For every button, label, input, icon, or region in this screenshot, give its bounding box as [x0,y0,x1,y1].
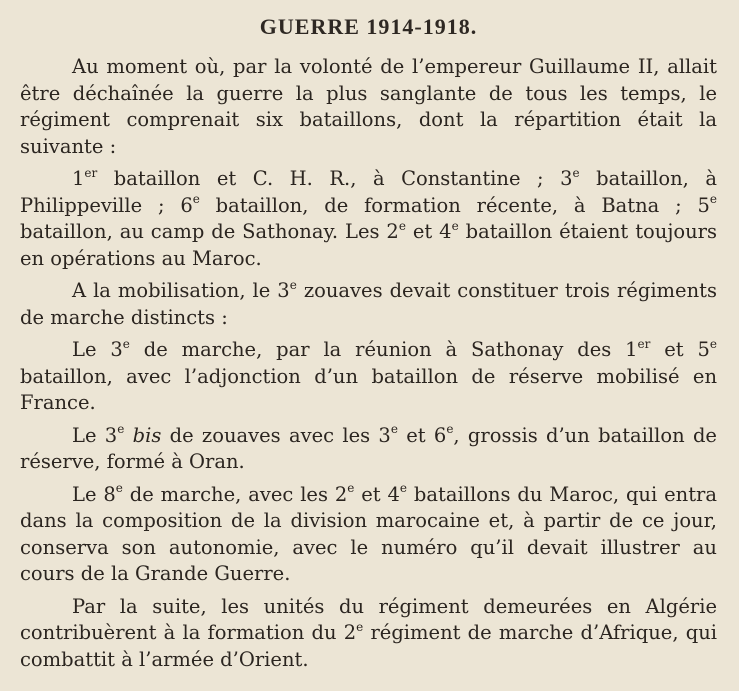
text-run: Le 8 [72,482,116,506]
text-run: bataillon, de formation récente, à Batna ; 5 [199,193,710,217]
ordinal-superscript: e [398,218,406,233]
text-run: zouaves devait constituer trois régiments de marche distincts : [20,279,717,329]
paragraph [20,278,717,331]
ordinal-superscript: e [451,218,459,233]
ordinal-superscript: e [356,619,364,634]
ordinal-superscript: e [192,192,200,206]
text-run: Au moment où, par la volonté de l’empereur Guillaume II, allait être déchaînée la guerre la plus sanglante de tous les temps, le régiment comprenait six bataillons, dont la répartition était la suivante : [20,55,717,158]
paragraph [20,423,717,476]
text-run: de zouaves avec les 3 [161,423,391,447]
ordinal-superscript: e [390,422,398,436]
text-run: et 5 [650,338,710,361]
italic-text: bis [132,423,162,447]
paragraph [20,594,717,674]
text-run: A la mobilisation, le 3 [72,279,290,302]
text-run: bataillon et C. H. R., à Constantine ; 3 [97,167,573,190]
text-run: bataillon, à Philippeville ; 6 [20,167,718,217]
paragraph [20,482,717,588]
text-run: de marche, par la réunion à Sathonay des 1 [129,338,638,361]
paragraph [20,54,717,160]
ordinal-superscript: e [122,336,130,351]
ordinal-superscript: er [84,165,98,180]
paragraph [20,337,717,417]
text-run: Le 3 [72,338,123,361]
section-title: GUERRE 1914-1918. [259,14,478,39]
text-run [124,424,132,447]
text-run: 1 [72,167,85,190]
ordinal-superscript: e [117,422,125,436]
ordinal-superscript: er [637,336,651,351]
ordinal-superscript: e [709,192,717,206]
paragraph [20,166,717,272]
ordinal-superscript: e [347,481,355,495]
text-run: et 4 [405,220,452,243]
text-run: , grossis d’un bataillon de réserve, formé à Oran. [20,423,717,473]
ordinal-superscript: e [289,277,297,292]
ordinal-superscript: e [709,336,717,351]
text-run: et 4 [354,482,400,506]
ordinal-superscript: e [399,481,408,495]
text-run: bataillon étaient toujours en opérations au Maroc. [20,220,717,270]
text-run: de marche, avec les 2 [122,482,348,506]
text-run: et 6 [397,423,447,447]
text-run: bataillon, au camp de Sathonay. Les 2 [20,220,399,243]
text-run: Par la suite, les unités du régiment demeurées en Algérie contribuèrent à la formation du 2 [20,594,717,644]
text-run: Le 3 [72,423,118,447]
text-run: régiment de marche d’Afrique, qui combattit à l’armée d’Orient. [20,621,717,671]
body-text [20,54,717,673]
ordinal-superscript: e [572,165,580,180]
text-run: bataillons du Maroc, qui entra dans la composition de la division marocaine et, à partir de ce jour, conserva son autonomie, avec le numéro qu’il devait illustrer au cours de la Grande Guerre. [20,482,717,585]
text-run: bataillon, avec l’adjonction d’un bataillon de réserve mobilisé en France. [20,364,717,414]
ordinal-superscript: e [115,481,123,495]
ordinal-superscript: e [446,422,454,436]
